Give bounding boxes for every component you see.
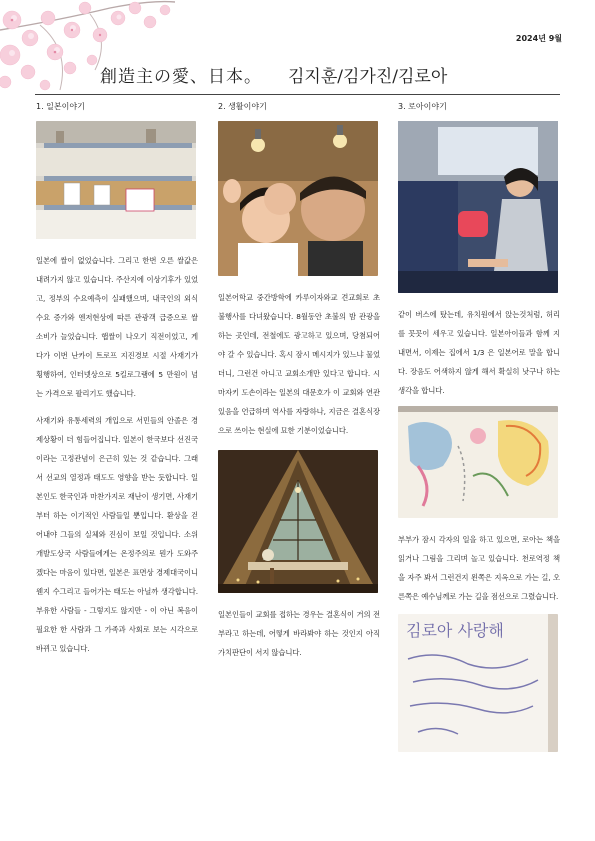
issue-date: 2024년 9월 [515, 34, 562, 43]
section-heading: 2. 생활이야기 [218, 102, 267, 111]
newsletter-title: 創造主の愛、日本。 [100, 67, 262, 87]
section-heading: 1. 일본이야기 [36, 102, 85, 111]
column-roa-story [398, 101, 560, 752]
roa-drawing-photo [398, 406, 558, 518]
paragraph: 일본에 쌀이 없었습니다. 그리고 한번 오른 쌀값은 내려가지 않고 있습니다. 주산지에 이상기후가 있었고, 정부의 수요예측이 실패했으며, 내국인의 외식수요 증가와 엔저현상에 따른 관광객 급증으로 쌀 소비가 늘었습니다. 햅쌀이 나오기 직전이었고, 게다가 이번 난카이 트로프 지진경보 시절 사재기가 횡행하여, 인터넷상으로 5킬로그램에 5 만원이 넘는 가격으로 팔리기도 했습니다. [36, 256, 198, 398]
family-names: 김지훈/김가진/김로아 [288, 67, 448, 87]
paragraph: 부부가 잠시 각자의 일을 하고 있으면, 로아는 책을 읽거나 그림을 그리며 놀고 있습니다. 천로역정 책을 자주 봐서 그런건지 왼쪽은 지옥으로 가는 길, 오른쪽은 예수님께로 가는 길을 점선으로 그렸습니다. [398, 535, 560, 601]
paragraph: 사재기와 유통세력의 개입으로 서민들의 안졸은 경제상황이 더 힘들어집니다. 일본이 한국보다 선진국이라는 고정관념이 은근히 있는 것 같습니다. 그래서 선교의 열정과 태도도 영향을 받는 듯합니다. 일본인도 한국인과 마찬가지로 재난이 생기면, 사재기부터 하는 이기적인 사람들일 뿐입니다. 환상을 걷어내야 그들의 실체와 진심이 보일 것입니다. 소위 개발도상국 사람들에게는 온정주의로 뭔가 도와주겠다는 마음이 있다면, 일본은 표면상 경제대국이니 웬지 수그리고 들어가는 태도는 아닐까 생각합니다. 부유한 사람들 - 그렇지도 않지만 - 이 아닌 복음이 필요한 한 사람과 그 가족과 사회로 보는 시각으로 바뀌고 있습니다. [36, 416, 198, 653]
column-japan-story [36, 101, 198, 658]
paragraph: 같이 버스에 탔는데, 유치원에서 앉는것처럼, 허리를 꼿꼿이 세우고 있습니다. 일본아이들과 함께 지내면서, 이제는 집에서 1/3 은 일본어로 말을 합니다. 장음도 어색하지 않게 해서 확실히 낫구나 하는 생각을 합니다. [398, 310, 560, 395]
empty-rice-shelves-photo [36, 121, 196, 239]
roa-on-bus-photo [398, 121, 558, 293]
family-selfie-photo [218, 121, 378, 276]
handwriting-text: 김로아 사랑해 [406, 621, 504, 640]
paragraph: 일본어학교 중간방학에 카루이자와교 견교회로 초불행사를 다녀왔습니다. 8월동안 초불의 밤 관광을 하는 곳인데, 전철에도 광고하고 있으며, 당첨되어야 갈 수 있습니다. 혹시 잠시 메시지가 있느냐 물었더니, 그런건 아니고 교회소개만 있다고 합니다. 시마자키 도손이라는 일본의 대문호가 이 교회와 연관있음을 언급하며 역사를 자랑하나, 지금은 결혼식장으로 쓰이는 현실에 묘한 기분이었습니다. [218, 293, 380, 435]
column-life-story [218, 101, 380, 662]
header-divider [35, 94, 560, 95]
church-interior-photo [218, 450, 378, 593]
section-heading: 3. 로아이야기 [398, 102, 447, 111]
handwritten-letter-photo [398, 614, 558, 752]
paragraph: 일본인들이 교회를 접하는 경우는 결혼식이 거의 전부라고 하는데, 어떻게 바라봐야 하는 것인지 아직 가치판단이 서지 않습니다. [218, 610, 380, 657]
